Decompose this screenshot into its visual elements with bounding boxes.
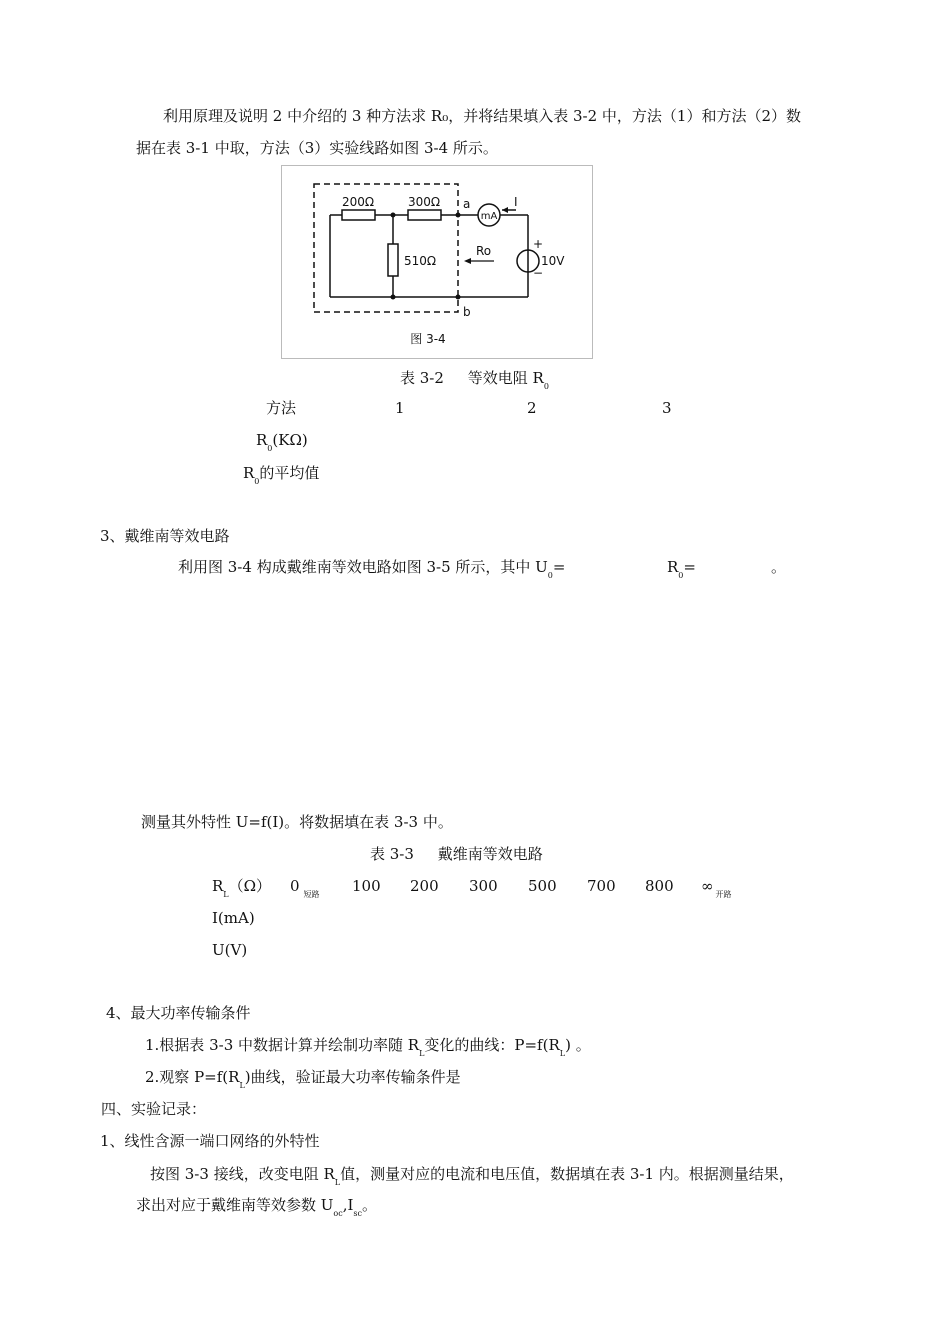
rec-line1-sub: L xyxy=(334,1178,341,1187)
table33-inf xyxy=(701,877,732,904)
label-node-a: a xyxy=(463,197,471,211)
item2-sub: L xyxy=(239,1081,245,1090)
r0-eq: = xyxy=(683,558,696,576)
row1-main: R xyxy=(256,431,268,449)
table32-method-2: 2 xyxy=(527,399,537,417)
table32-row-avg xyxy=(243,464,319,491)
table33-val-200: 200 xyxy=(410,877,439,895)
label-ro: Ro xyxy=(476,244,492,258)
label-minus: − xyxy=(533,266,544,280)
resistor-510 xyxy=(388,244,398,276)
resistor-200 xyxy=(342,210,375,220)
row2-rest: 的平均值 xyxy=(259,464,320,482)
item2-b: )曲线，验证最大功率传输条件是 xyxy=(244,1068,461,1086)
table33-val-300: 300 xyxy=(469,877,498,895)
table33-val-500: 500 xyxy=(528,877,557,895)
zero-value: 0 xyxy=(290,877,300,895)
item1-a: 1.根据表 3-3 中数据计算并绘制功率随 R xyxy=(145,1036,420,1054)
table32-method-1: 1 xyxy=(395,399,405,417)
measure-text: 测量其外特性 U=f(I)。将数据填在表 3-3 中。 xyxy=(141,813,453,831)
label-node-b: b xyxy=(463,305,471,319)
label-r2: 300Ω xyxy=(407,195,441,209)
rec-line2-c: 。 xyxy=(362,1196,378,1214)
item2-a: 2.观察 P=f(R xyxy=(145,1068,240,1086)
node-a xyxy=(456,213,461,218)
table32-header-label: 方法 xyxy=(266,399,297,417)
intro-line-2: 据在表 3-1 中取，方法（3）实验线路如图 3-4 所示。 xyxy=(136,139,498,157)
intro-line-1: 利用原理及说明 2 中介绍的 3 种方法求 R₀，并将结果填入表 3-2 中，方法（1）和方法（2）数 xyxy=(163,107,802,125)
record-line1 xyxy=(150,1165,794,1192)
record-heading: 四、实验记录： xyxy=(101,1100,207,1118)
table33-val-700: 700 xyxy=(587,877,616,895)
label-current: I xyxy=(514,195,518,209)
rec-line2-sub1: oc xyxy=(333,1209,343,1218)
record-sub1: 1、线性含源一端口网络的外特性 xyxy=(100,1132,320,1150)
r0-sub: 0 xyxy=(678,571,684,580)
table33-zero xyxy=(290,877,320,904)
table33-title xyxy=(370,845,543,863)
circuit-figure xyxy=(281,165,593,359)
inf-sub: 开路 xyxy=(715,890,732,899)
u0-eq: = xyxy=(552,558,566,576)
label-plus: + xyxy=(533,237,544,251)
table33-rl-label xyxy=(212,877,271,904)
section4-item2 xyxy=(145,1068,461,1095)
rl-rest: （Ω） xyxy=(228,877,272,895)
zero-sub: 短路 xyxy=(303,890,320,899)
rec-line1-a: 按图 3-3 接线，改变电阻 R xyxy=(150,1165,335,1183)
item1-sub2: L xyxy=(559,1049,566,1058)
label-r1: 200Ω xyxy=(341,195,375,209)
item1-sub: L xyxy=(419,1049,425,1058)
table32-title-text: 等效电阻 R xyxy=(467,369,544,387)
rec-line2-b: ,I xyxy=(342,1196,354,1214)
section3-text xyxy=(178,558,565,585)
section3-text-main: 利用图 3-4 构成戴维南等效电路如图 3-5 所示，其中 U xyxy=(178,558,548,576)
row1-rest: (KΩ) xyxy=(272,431,308,449)
label-meter: mA xyxy=(480,211,498,222)
table33-val-100: 100 xyxy=(352,877,381,895)
figure-caption: 图 3-4 xyxy=(410,332,446,346)
table32-number: 表 3-2 xyxy=(400,369,444,387)
table33-row-i: I(mA) xyxy=(212,909,255,927)
table33-val-800: 800 xyxy=(645,877,674,895)
section4-heading: 4、最大功率传输条件 xyxy=(106,1004,251,1022)
inf-value: ∞ xyxy=(701,877,714,895)
label-r3: 510Ω xyxy=(404,254,437,268)
rec-line2-a: 求出对应于戴维南等效参数 U xyxy=(136,1196,334,1214)
item1-c: ) 。 xyxy=(565,1036,591,1054)
resistor-300 xyxy=(408,210,441,220)
table32-title-sub: 0 xyxy=(543,382,549,391)
rl-sub: L xyxy=(223,890,229,899)
label-source: 10V xyxy=(541,254,565,268)
table32-method-3: 3 xyxy=(662,399,672,417)
node-b xyxy=(456,295,461,300)
row1-sub: 0 xyxy=(267,444,273,453)
rl-main: R xyxy=(212,877,224,895)
row2-main: R xyxy=(243,464,255,482)
row2-sub: 0 xyxy=(254,477,260,486)
table33-title-text: 戴维南等效电路 xyxy=(437,845,543,863)
table33-row-u: U(V) xyxy=(212,941,248,959)
u0-sub: 0 xyxy=(547,571,553,580)
record-line2 xyxy=(136,1196,377,1223)
section3-heading: 3、戴维南等效电路 xyxy=(100,527,230,545)
table32-row-r0 xyxy=(256,431,308,458)
rec-line2-sub2: sc xyxy=(353,1209,363,1218)
rec-line1-b: 值，测量对应的电流和电压值，数据填在表 3-1 内。根据测量结果， xyxy=(340,1165,794,1183)
section3-r0 xyxy=(667,558,696,585)
table32-title xyxy=(400,369,549,396)
table33-number: 表 3-3 xyxy=(370,845,414,863)
section3-end: 。 xyxy=(771,558,787,576)
item1-b: 变化的曲线：P=f(R xyxy=(424,1036,560,1054)
section4-item1 xyxy=(145,1036,591,1063)
r0-main: R xyxy=(667,558,679,576)
